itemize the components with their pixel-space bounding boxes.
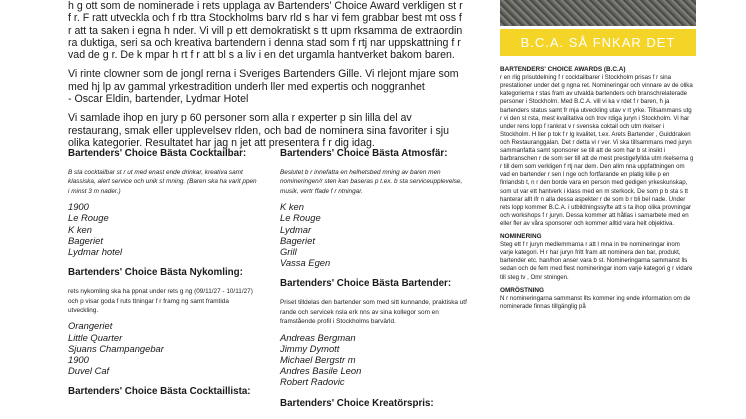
intro-quote [68, 68, 468, 105]
sidebar-body [500, 66, 694, 316]
voting-text: N r nomineringarna sammanst llts kommer ing ende information om de nominerade finnas tillgänglig på [500, 294, 691, 310]
category-best-cocktail-list [68, 386, 258, 397]
nominee-item: Le Rouge [68, 212, 109, 224]
left-column [68, 148, 258, 406]
nominee-item: K ken [280, 201, 304, 213]
category-description: Priset tilldelas den bartender som med sitt kunnande, praktiska utf rande och servicek nsla erk nns av sina kollegor som en framstående profil i Stockholms barvärld. [280, 299, 467, 326]
nominee-item: Duvel Caf [68, 365, 110, 377]
intro-paragraph: h g ott som de nominerade i rets upplaga av Bartenders' Choice Award verkligen st r f r. F ratt utveckla och f rb ttra Stockholms barv rld s har vi fem grabbar best mt oss f r att ta saken i egna h nder. Vi vill p ett demokratiskt s tt upm rksamma de extraordin ra duktiga, seri sa och kreativa bartendern i denna stad som f rtj nar uppskattning f r vad de g r. De k mpar h rt f r att bl s a liv i en det urgamla hantverket bakom baren. [68, 0, 463, 62]
nominee-item: Lydmar hotel [68, 246, 123, 258]
category-description: Beslutet b r innefatta en helhetsbed mning av baren men nomineringen/r sten kan baseras p t.ex. b sta serviceupplevelse, musik, vertr ffade f r ntningar. [280, 169, 463, 195]
banner-photo [500, 0, 696, 26]
nominee-item: Andreas Bergman [280, 331, 356, 343]
category-creator-award [280, 398, 470, 409]
nominee-item: Orangeriet [68, 320, 113, 332]
category-title: Bartenders' Choice Bästa Bartender: [280, 278, 452, 290]
nominee-item: Lydmar [280, 223, 312, 235]
intro-text [68, 0, 468, 156]
sidebar-banner-title: B.C.A. SÅ FNKAR DET [500, 29, 696, 56]
nomination-text: Steg ett f r juryn medlemmarna r att l mna in tre nomineringar inom varje kategori. H r har juryn fritt fram att nominera den bar, produkt, bartender etc. han/hon anser vara b st. Nomineringarna sammanst lls sedan och de fem med flest nomineringar inom varje kategori g r vidare till steg tv , Omr stningen. [500, 241, 693, 281]
quote-text: Vi rinte clowner som de jongl rerna i Sveriges Bartenders Gille. Vi rlejont mjare som med hj lp av gammal yrkestradition underh ller med expertis och noggranhet [68, 68, 459, 93]
about-text: r en rlig prisutdelning f r cocktailbarer i Stockholm prisas f r sina prestationer under det g ngna ret. Nomineringar och vinnare av de olika kategorierna r stas fram av utvalda bartenders och branschrelaterade personer i Stockholm. Med B.C.A. vill vi ka v rdet f r baren, h ja bartenders status samt fr mja utveckling utav v rt yrke. Tillsammans utg r vi den st rsta, mest kvalitativa och trov rdiga juryn i Stockholm. Vi har under rens lopp f rankrat v r svenska coktail och utm rkelser i Stockholm. H ller p tok f r lg kvalitet, t.ex. Arets Bartender , Gulddraken och Restauranggalan. Det r detta vi r ver. Vi ska tillsammans med juryn sammanfatta samt sponsorer se till att de som har b st insikt i barbranschen r de som ser till att de mest prestigefyllda utm rkelserna g r till dem som verkligen f rtj nar dem. Den allm nna uppfattningen om vad en bartender r sen l nge och fortfarande en platig kille p en finlandsb t, n r den borde vara en person med gedigen yrkeskunskap, som ut var ett hantverk i klass med en m sterkock. De som p b sta s tt hanterar allt ifr n alla dessa aspekter r de som b r bli bel nade. Under rets lopp kommer B.C.A. i utbildningssyfte att s ta ihop olika provningar och workshops f r juryn. Dessa kommer att hållas i samarbete med en eller fler av våra sponsorer och kommer alltid vara helt objektiva. [500, 74, 694, 227]
nomination-heading: NOMINERING [500, 232, 542, 240]
category-best-cocktailbar [68, 148, 258, 257]
nominee-list [68, 320, 258, 376]
category-title: Bartenders' Choice Bästa Atmosfär: [280, 148, 448, 159]
nominee-item: Andres Basile Leon [280, 365, 362, 377]
category-best-atmosphere [280, 148, 470, 268]
category-title: Bartenders' Choice Bästa Cocktailbar: [68, 148, 247, 159]
nominee-item: K ken [68, 223, 92, 235]
nominee-item: Little Quarter [68, 331, 123, 343]
nominee-item: Le Rouge [280, 212, 321, 224]
category-title: Bartenders' Choice Bästa Nykomling: [68, 267, 243, 279]
nominee-item: Vassa Egen [280, 257, 331, 269]
nominee-item: 1900 [68, 354, 89, 366]
category-best-newcomer [68, 267, 258, 376]
nominee-item: Jimmy Dymott [280, 342, 340, 354]
voting-heading: OMRÖSTNING [500, 286, 545, 294]
middle-column [280, 148, 470, 418]
category-description: B sta cocktailbar st r ut med enast ende drinkar, kreativa samt klassiska, alert service och unik st mning. (Baren ska ha varit ppen i minst 3 m nader.) [68, 169, 257, 195]
nominee-item: Bageriet [68, 234, 103, 246]
quote-author: - Oscar Eldin, bartender, Lydmar Hotel [68, 93, 249, 106]
nominee-list [280, 332, 470, 388]
category-title: Bartenders' Choice Bästa Cocktaillista: [68, 386, 251, 398]
nominee-item: 1900 [68, 201, 89, 213]
nominee-item: Grill [280, 246, 297, 258]
nominee-item: Michael Bergstr m [280, 354, 356, 366]
nominee-list [68, 201, 258, 257]
category-description: rets nykomling ska ha ppnat under rets g ng (09/11/27 - 10/11/27) och p visar goda f ruts ttningar f r framg ng samt framtida utveckling. [68, 288, 253, 315]
category-title: Bartenders' Choice Kreatörspris: [280, 397, 434, 409]
category-best-bartender [280, 278, 470, 387]
about-heading: BARTENDERS' CHOICE AWARDS (B.C.A) [500, 66, 626, 73]
nominee-list [280, 201, 470, 268]
intro-closing-paragraph: Vi samlade ihop en jury p 60 personer som alla r experter p sin lilla del av restaurang, smak eller upplevelsev rlden, och bad de nominera sina favoriter i sju olika kategorier. Resultatet har jag n jet att presentera f r dig idag. [68, 112, 449, 149]
nominee-item: Bageriet [280, 234, 315, 246]
nominee-item: Robert Radovic [280, 376, 345, 388]
nominee-item: Sjuans Champangebar [68, 342, 164, 354]
info-sidebar [500, 0, 696, 419]
